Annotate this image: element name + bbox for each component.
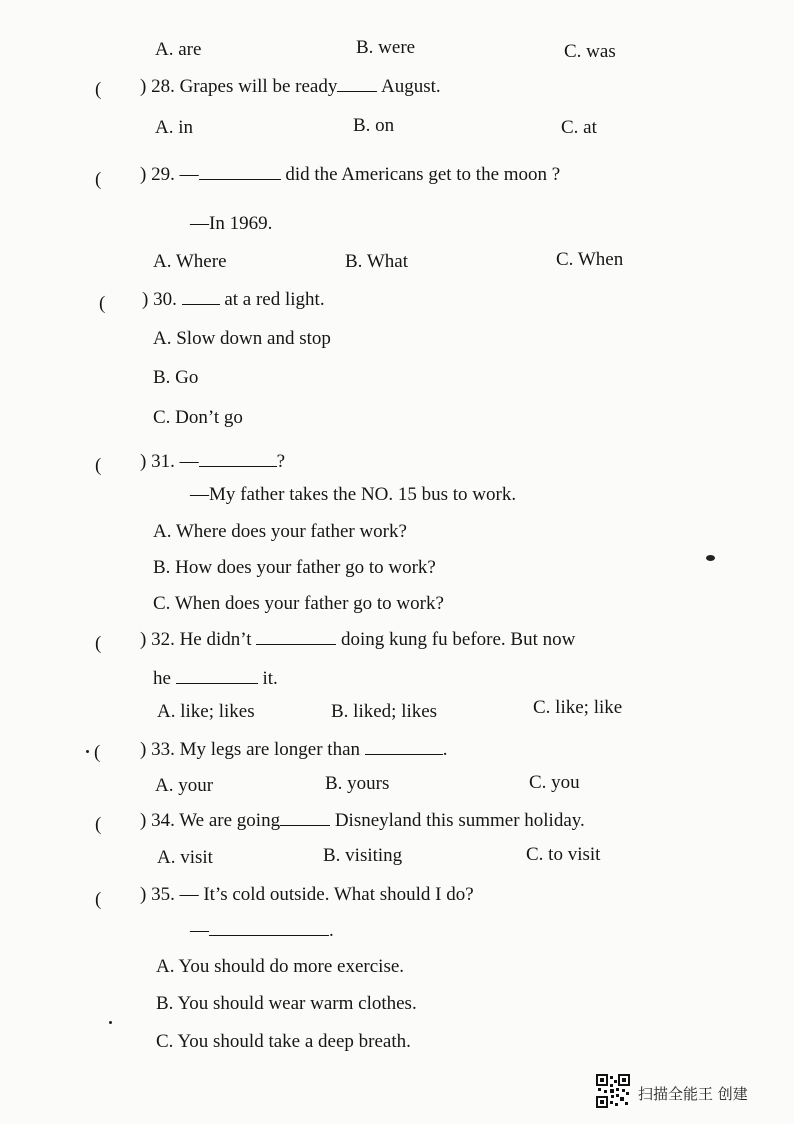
q32-option-a: A. like; likes (157, 701, 255, 722)
q29-option-b: B. What (345, 251, 408, 272)
q34-question (140, 810, 585, 830)
q29-number: ) 29. (140, 164, 175, 185)
q29-blank (199, 164, 281, 180)
q30-blank (182, 289, 220, 305)
q32-blank-2 (176, 668, 258, 684)
q28-question (140, 76, 441, 96)
q31-option-b: B. How does your father go to work? (153, 557, 436, 578)
q33-question (140, 739, 448, 759)
q29-answer-paren: ( (95, 169, 102, 190)
q33-text-after: . (442, 739, 448, 760)
q30-answer-paren: ( (99, 293, 106, 314)
q30-option-c: C. Don’t go (153, 407, 243, 428)
q34-option-b: B. visiting (323, 845, 403, 866)
q28-text-before: Grapes will be ready (179, 76, 338, 97)
q30-question (142, 289, 325, 309)
q27-option-b: B. were (356, 37, 416, 58)
q33-number: ) 33. (140, 739, 175, 760)
q35-answer-dash: — (190, 920, 209, 941)
q28-option-a: A. in (155, 117, 193, 138)
q33-option-b: B. yours (325, 773, 390, 794)
q34-text-before: We are going (179, 810, 281, 831)
q31-option-c: C. When does your father go to work? (153, 593, 444, 614)
q32-question-line2 (153, 668, 278, 688)
q32-question (140, 629, 575, 649)
scan-speck (109, 1021, 112, 1024)
q34-text-after: Disneyland this summer holiday. (334, 810, 585, 831)
q34-answer-paren: ( (95, 814, 102, 835)
q31-answer: —My father takes the NO. 15 bus to work. (190, 484, 517, 505)
q35-text: — It’s cold outside. What should I do? (179, 884, 474, 905)
scanner-watermark (596, 1074, 786, 1110)
q31-question (140, 451, 285, 471)
q29-dash: — (179, 164, 199, 185)
q32-blank-1 (256, 629, 336, 645)
q31-answer-paren: ( (95, 455, 102, 476)
q33-option-a: A. your (155, 775, 214, 796)
q35-answer-paren: ( (95, 889, 102, 910)
q27-option-a: A. are (155, 39, 202, 60)
q32-text-after: doing kung fu before. But now (341, 629, 576, 650)
q30-option-b: B. Go (153, 367, 199, 388)
q32-answer-paren: ( (95, 633, 102, 654)
q35-answer-line (190, 920, 334, 940)
q29-option-c: C. When (556, 249, 624, 270)
q30-text-after: at a red light. (224, 289, 325, 310)
q32-line2-after: it. (262, 668, 278, 689)
q35-answer-end: . (329, 920, 334, 941)
q34-option-c: C. to visit (526, 844, 601, 865)
q30-number: ) 30. (142, 289, 177, 310)
q28-text-after: August. (381, 76, 441, 97)
q33-answer-paren: ( (94, 742, 101, 763)
q31-dash: — (179, 451, 199, 472)
q29-option-a: A. Where (153, 251, 227, 272)
q33-option-c: C. you (529, 772, 580, 793)
q32-line2-before: he (153, 668, 171, 689)
q35-option-c: C. You should take a deep breath. (156, 1031, 411, 1052)
q28-option-c: C. at (561, 117, 597, 138)
q32-number: ) 32. (140, 629, 175, 650)
q32-option-b: B. liked; likes (331, 701, 438, 722)
q27-option-c: C. was (564, 41, 616, 62)
q35-option-a: A. You should do more exercise. (156, 956, 405, 977)
q34-blank (280, 810, 330, 826)
q29-question (140, 164, 560, 184)
q28-number: ) 28. (140, 76, 175, 97)
q30-option-a: A. Slow down and stop (153, 328, 331, 349)
q28-blank (337, 76, 377, 92)
q28-answer-paren: ( (95, 79, 102, 100)
q29-answer: —In 1969. (190, 213, 273, 234)
q31-number: ) 31. (140, 451, 175, 472)
qr-code-icon (596, 1074, 630, 1108)
q33-text-before: My legs are longer than (179, 739, 361, 760)
q31-blank (199, 451, 277, 467)
scan-ink-dot (706, 555, 715, 561)
q32-text-before: He didn’t (179, 629, 252, 650)
q29-text-after: did the Americans get to the moon ? (285, 164, 561, 185)
watermark-text: 扫描全能王 创建 (638, 1085, 748, 1103)
q33-blank (365, 739, 443, 755)
q35-question (140, 885, 474, 904)
scan-speck (86, 750, 89, 753)
q35-blank (209, 920, 329, 936)
q35-number: ) 35. (140, 884, 175, 905)
q28-option-b: B. on (353, 115, 395, 136)
q32-option-c: C. like; like (533, 697, 623, 718)
q31-option-a: A. Where does your father work? (153, 521, 407, 542)
q31-text-after: ? (276, 451, 286, 472)
q34-option-a: A. visit (157, 847, 213, 868)
q34-number: ) 34. (140, 810, 175, 831)
q35-option-b: B. You should wear warm clothes. (156, 993, 417, 1014)
